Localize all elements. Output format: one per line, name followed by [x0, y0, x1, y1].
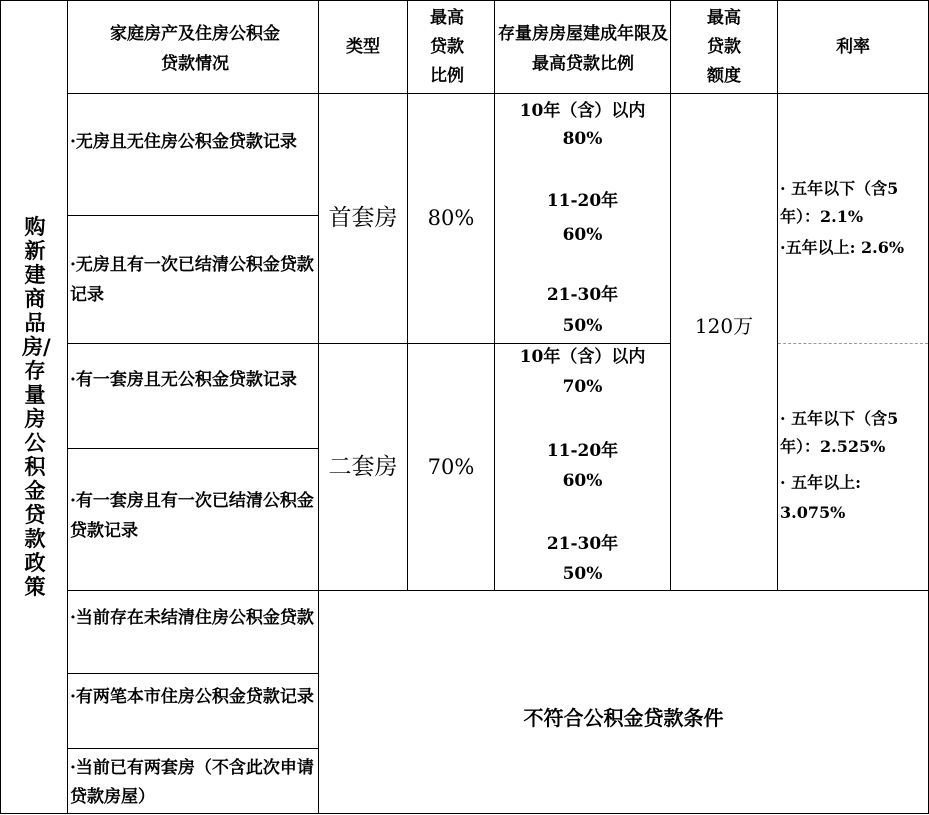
header-years-ratio: 存量房房屋建成年限及最高贷款比例: [498, 24, 668, 74]
header-max-ratio: 最高贷款比例: [430, 8, 464, 86]
first-rate-2: ·五年以上: 2.6%: [780, 238, 905, 257]
ineligible-situation-1: ·当前存在未结清住房公积金贷款: [70, 608, 314, 628]
first-home-type: 首套房: [328, 205, 398, 231]
divider-inel-2: [67, 748, 318, 749]
first-rate-1: · 五年以下（含5年）：2.1%: [780, 179, 899, 226]
first-year-ratio-1: 80%: [562, 129, 603, 149]
second-rate-2: · 五年以上: 3.075%: [780, 473, 862, 522]
divider-second-ineligible: [67, 590, 929, 591]
first-home-ratio: 80%: [427, 206, 475, 230]
divider-situation: [318, 0, 319, 814]
divider-side: [67, 0, 68, 814]
border-left: [0, 0, 1, 814]
border-top: [0, 0, 929, 1]
second-situation-1: ·有一套房且无公积金贷款记录: [70, 370, 297, 390]
second-situation-2: ·有一套房且有一次已结清公积金贷款记录: [70, 491, 314, 541]
first-situation-2: ·无房且有一次已结清公积金贷款记录: [70, 255, 314, 305]
ineligible-situation-2: ·有两笔本市住房公积金贷款记录: [70, 687, 314, 707]
second-rate-1: · 五年以下（含5年）：2.525%: [780, 409, 899, 456]
divider-first-sub: [67, 215, 318, 216]
max-amount-value: 120万: [694, 314, 754, 338]
second-home-ratio: 70%: [427, 455, 475, 479]
first-year-ratio-3: 50%: [562, 316, 603, 336]
first-situation-1: ·无房且无住房公积金贷款记录: [70, 132, 297, 152]
side-title: 购新建商品房/存量房公积金贷款政策: [22, 214, 51, 599]
divider-inel-1: [67, 673, 318, 674]
divider-type: [407, 0, 408, 590]
second-year-ratio-3: 50%: [562, 564, 603, 584]
second-home-type: 二套房: [328, 454, 398, 480]
second-year-range-3: 21-30年: [546, 534, 619, 554]
divider-amount: [777, 0, 778, 590]
second-year-range-1: 10年（含）以内: [519, 347, 646, 367]
second-year-range-2: 11-20年: [546, 441, 619, 461]
second-year-ratio-1: 70%: [562, 377, 603, 397]
first-year-range-1: 10年（含）以内: [519, 101, 646, 121]
header-type: 类型: [346, 37, 380, 57]
first-year-ratio-2: 60%: [562, 225, 603, 245]
header-situation: 家庭房产及住房公积金贷款情况: [110, 24, 280, 74]
ineligible-situation-3: ·当前已有两套房（不含此次申请贷款房屋）: [70, 758, 314, 807]
divider-rate-dashed: [778, 343, 928, 344]
first-year-range-2: 11-20年: [546, 191, 619, 211]
border-bottom: [0, 813, 929, 814]
divider-second-sub: [67, 448, 318, 449]
divider-header: [67, 93, 929, 94]
header-max-amount: 最高贷款额度: [707, 8, 741, 86]
first-year-range-3: 21-30年: [546, 285, 619, 305]
header-rate: 利率: [836, 37, 870, 57]
ineligible-note: 不符合公积金贷款条件: [523, 706, 724, 730]
second-year-ratio-2: 60%: [562, 471, 603, 491]
divider-years: [670, 0, 671, 590]
